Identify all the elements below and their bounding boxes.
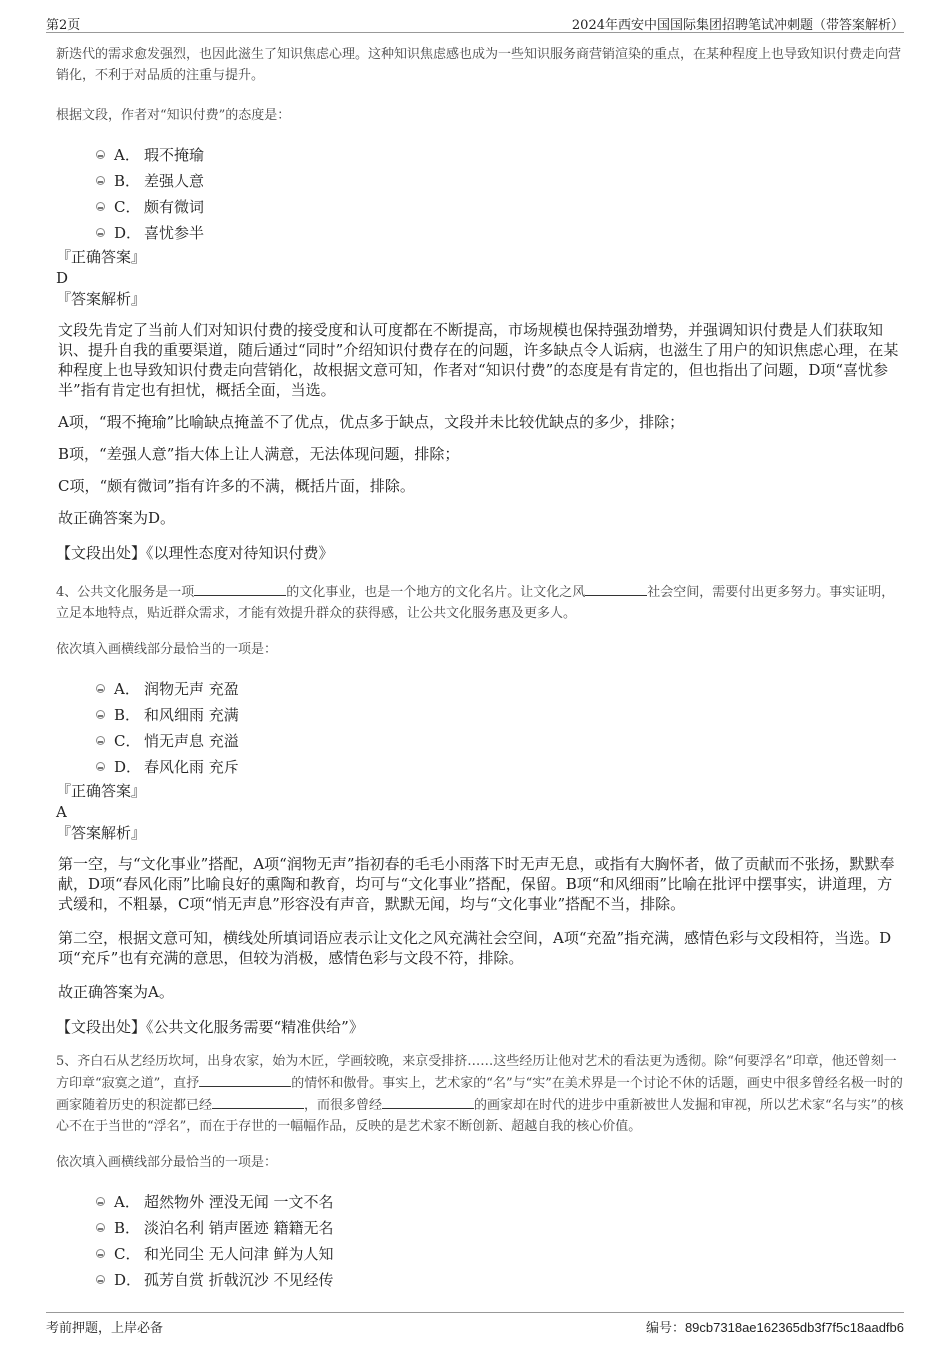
radio-icon[interactable]	[96, 736, 105, 745]
q3-analysis-2: A项，“瑕不掩瑜”比喻缺点掩盖不了优点，优点多于缺点，文段并未比较优缺点的多少，排除；	[58, 413, 685, 431]
radio-icon[interactable]	[96, 710, 105, 719]
q4-option-a[interactable]: A． 润物无声 充盈	[56, 675, 904, 701]
q3-analysis-5: 故正确答案为D。	[58, 509, 176, 527]
radio-icon[interactable]	[96, 176, 105, 185]
q4-stem: 4、公共文化服务是一项 的文化事业，也是一个地方的文化名片。让文化之风 社会空间，需要付出更多努力。事实证明，立足本地特点，贴近群众需求，才能有效提升群众的获得感，让公共文化服务惠及更多人。	[56, 581, 904, 624]
q3-option-d[interactable]: D． 喜忧参半	[56, 219, 904, 245]
radio-icon[interactable]	[96, 1197, 105, 1206]
footer-slogan: 考前押题，上岸必备	[46, 1321, 164, 1336]
q4-option-b[interactable]: B． 和风细雨 充满	[56, 701, 904, 727]
q4-option-c[interactable]: C． 悄无声息 充溢	[56, 727, 904, 753]
q3-analysis-4: C项，“颇有微词”指有许多的不满，概括片面，排除。	[58, 477, 415, 495]
q5-option-a[interactable]: A． 超然物外 湮没无闻 一文不名	[56, 1188, 904, 1214]
blank-2	[212, 1094, 304, 1109]
q4-answer: A	[56, 803, 67, 821]
blank-1	[199, 1072, 291, 1087]
q3-answer-label: 『正确答案』	[56, 248, 147, 266]
blank-3	[382, 1094, 474, 1109]
page-number: 第2页	[46, 18, 81, 33]
q3-source: 【文段出处】《以理性态度对待知识付费》	[56, 544, 334, 562]
document-title: 2024年西安中国国际集团招聘笔试冲刺题（带答案解析）	[571, 18, 904, 33]
radio-icon[interactable]	[96, 1275, 105, 1284]
q4-options	[56, 675, 904, 779]
q5-option-c[interactable]: C． 和光同尘 无人问津 鲜为人知	[56, 1240, 904, 1266]
document-body	[56, 40, 904, 1292]
q5-option-b[interactable]: B． 淡泊名利 销声匿迹 籍籍无名	[56, 1214, 904, 1240]
q3-analysis-label: 『答案解析』	[56, 290, 147, 308]
radio-icon[interactable]	[96, 202, 105, 211]
q5-prompt: 依次填入画横线部分最恰当的一项是：	[56, 1155, 278, 1170]
q4-prompt: 依次填入画横线部分最恰当的一项是：	[56, 642, 278, 657]
page-footer	[46, 1312, 904, 1337]
radio-icon[interactable]	[96, 150, 105, 159]
radio-icon[interactable]	[96, 1223, 105, 1232]
q3-prompt: 根据文段，作者对“知识付费”的态度是：	[56, 108, 291, 123]
q3-analysis-1: 文段先肯定了当前人们对知识付费的接受度和认可度都在不断提高，市场规模也保持强劲增势，并强调知识付费是人们获取知识、提升自我的重要渠道，随后通过“同时”介绍知识付费存在的问题，许多缺点令人诟病，也滋生了用户的知识焦虑心理，在某种程度上也导致知识付费走向营销化，故根据文意可知，作者对“知识付费”的态度是有肯定的，但也指出了问题，D项“喜忧参半”指有肯定也有担忧，概括全面，当选。	[58, 321, 899, 399]
blank-2	[585, 581, 647, 596]
q3-option-b[interactable]: B． 差强人意	[56, 167, 904, 193]
q3-option-c[interactable]: C． 颇有微词	[56, 193, 904, 219]
q5-options	[56, 1188, 904, 1292]
q3-options	[56, 141, 904, 245]
q5-option-d[interactable]: D． 孤芳自赏 折戟沉沙 不见经传	[56, 1266, 904, 1292]
q4-source: 【文段出处】《公共文化服务需要“精准供给”》	[56, 1018, 364, 1036]
q4-analysis-3: 故正确答案为A。	[58, 983, 174, 1001]
q4-analysis-1: 第一空，与“文化事业”搭配，A项“润物无声”指初春的毛毛小雨落下时无声无息，或指有大胸怀者，做了贡献而不张扬，默默奉献，D项“春风化雨”比喻良好的熏陶和教育，均可与“文化事业”搭配，保留。B项“和风细雨”比喻在批评中摆事实，讲道理，方式缓和，不粗暴，C项“悄无声息”形容没有声音，默默无闻，均与“文化事业”搭配不当，排除。	[58, 855, 895, 913]
q3-answer: D	[56, 269, 69, 287]
document-code: 编号：89cb7318ae162365db3f7f5c18aadfb6	[645, 1320, 904, 1336]
q5-stem: 5、齐白石从艺经历坎坷，出身农家，始为木匠，学画较晚，来京受排挤……这些经历让他对艺术的看法更为透彻。除“何要浮名”印章，他还曾刻一方印章“寂寞之道”，直抒 的情怀和傲骨。事实上，艺术家的“名”与“实”在美术界是一个讨论不休的话题，画史中很多曾经名极一时的画家随着历史的积淀都已经 ，而很多曾经 的画家却在时代的进步中重新被世人发掘和审视，所以艺术家“名与实”的核心不在于当世的“浮名”，而在于存世的一幅幅作品，反映的是艺术家不断创新、超越自我的核心价值。	[56, 1054, 904, 1134]
radio-icon[interactable]	[96, 228, 105, 237]
q4-option-d[interactable]: D． 春风化雨 充斥	[56, 753, 904, 779]
blank-1	[194, 581, 286, 596]
radio-icon[interactable]	[96, 762, 105, 771]
q4-analysis-label: 『答案解析』	[56, 824, 147, 842]
page-header	[46, 10, 904, 33]
q3-option-a[interactable]: A． 瑕不掩瑜	[56, 141, 904, 167]
q4-answer-label: 『正确答案』	[56, 782, 147, 800]
q4-analysis-2: 第二空，根据文意可知，横线处所填词语应表示让文化之风充满社会空间，A项“充盈”指充满，感情色彩与文段相符，当选。D项“充斥”也有充满的意思，但较为消极，感情色彩与文段不符，排除。	[58, 929, 892, 967]
radio-icon[interactable]	[96, 684, 105, 693]
q3-analysis-3: B项，“差强人意”指大体上让人满意，无法体现问题，排除；	[58, 445, 460, 463]
radio-icon[interactable]	[96, 1249, 105, 1258]
q3-passage: 新迭代的需求愈发强烈，也因此滋生了知识焦虑心理。这种知识焦虑感也成为一些知识服务商营销渲染的重点，在某种程度上也导致知识付费走向营销化，不利于对品质的注重与提升。	[56, 47, 902, 83]
